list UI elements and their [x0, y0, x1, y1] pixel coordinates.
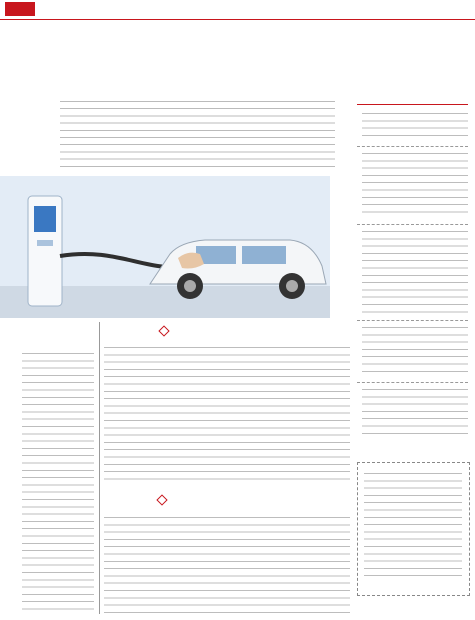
- market-section-text: [104, 344, 350, 484]
- sidebar-qa-text-4: [362, 324, 468, 376]
- diamond-icon: [158, 325, 169, 336]
- sidebar-divider: [357, 320, 468, 321]
- sidebar-qa-text-1: [362, 110, 468, 140]
- sidebar-divider: [357, 146, 468, 147]
- charging-station-illustration: [0, 176, 330, 318]
- sidebar-divider: [357, 224, 468, 225]
- cutout-text: [364, 470, 462, 580]
- masthead: [0, 0, 475, 20]
- column-body-text: [22, 350, 94, 612]
- sidebar-rule: [357, 104, 468, 105]
- sidebar-qa-text-5: [362, 386, 468, 438]
- newspaper-logo: [5, 2, 35, 16]
- sidebar-divider: [357, 382, 468, 383]
- masthead-rule: [0, 19, 475, 20]
- lead-paragraph: [60, 98, 335, 168]
- sidebar-qa-text-2: [362, 150, 468, 218]
- sidebar-qa-text-3: [362, 228, 468, 314]
- industry-section-text: [104, 514, 350, 614]
- diamond-icon: [156, 494, 167, 505]
- ev-charging-photo: [0, 176, 330, 318]
- column-divider: [99, 322, 100, 614]
